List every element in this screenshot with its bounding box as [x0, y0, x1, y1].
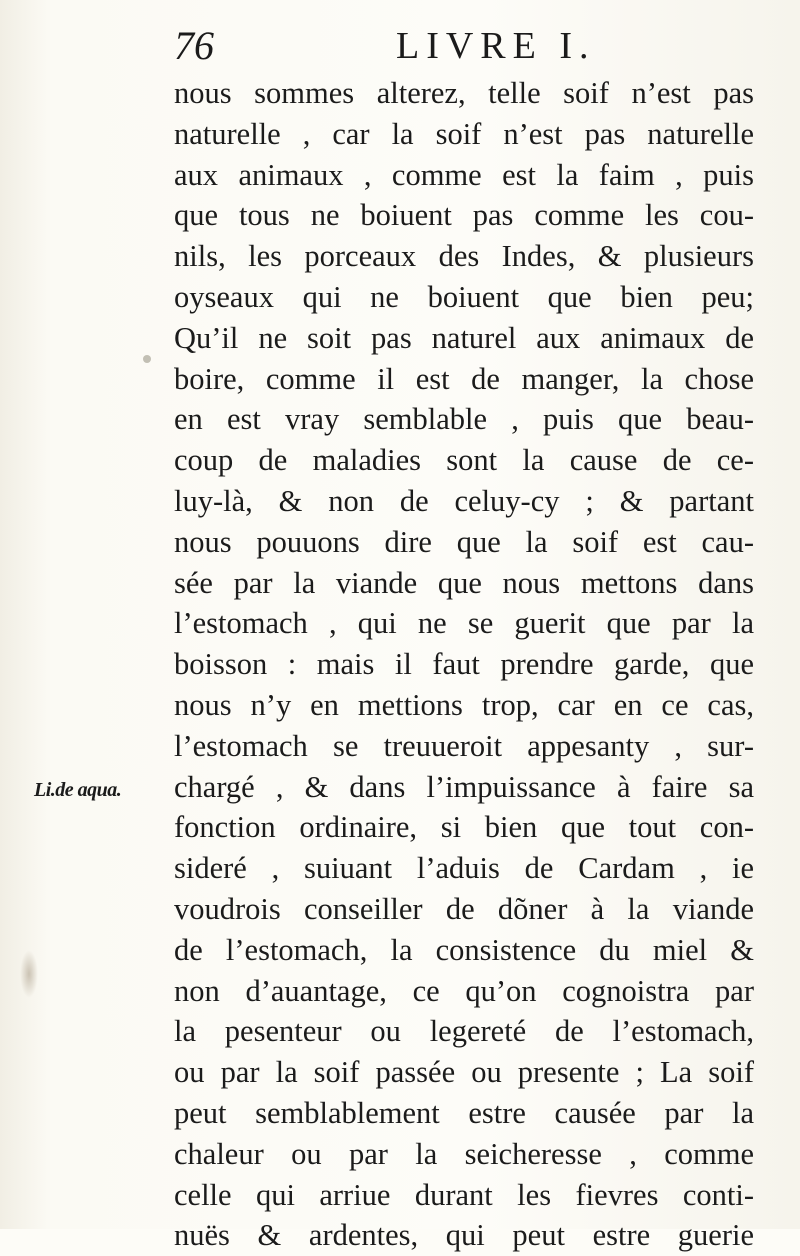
text-line: en est vray semblable , puis que beau-	[174, 402, 754, 437]
ink-smudge	[20, 950, 38, 998]
text-line: non d’auantage, ce qu’on cognoistra par	[174, 973, 754, 1008]
page-number: 76	[174, 23, 214, 68]
text-line: nuës & ardentes, qui peut estre guerie	[174, 1218, 754, 1253]
running-head	[174, 22, 754, 70]
text-line: l’estomach se treuueroit appesanty , sur-	[174, 728, 754, 763]
text-line: peut semblablement estre causée par la	[174, 1095, 754, 1130]
text-line: nous sommes alterez, telle soif n’est pas	[174, 76, 754, 110]
text-line: fonction ordinaire, si bien que tout con-	[174, 810, 754, 845]
text-line: celle qui arriue durant les fievres conti-	[174, 1177, 754, 1212]
book-title: LIVRE I.	[396, 25, 596, 67]
text-line: Qu’il ne soit pas naturel aux animaux de	[174, 320, 754, 355]
text-line: naturelle , car la soif n’est pas naturelle	[174, 116, 754, 151]
text-line: chaleur ou par la seicheresse , comme	[174, 1136, 754, 1171]
text-line: que tous ne boiuent pas comme les cou-	[174, 198, 754, 233]
text-line: la pesenteur ou legereté de l’estomach,	[174, 1014, 754, 1049]
text-line: nils, les porceaux des Indes, & plusieurs	[174, 239, 754, 274]
text-line: l’estomach , qui ne se guerit que par la	[174, 606, 754, 641]
text-line: sideré , suiuant l’aduis de Cardam , ie	[174, 851, 754, 886]
text-line: voudrois conseiller de dõner à la viande	[174, 891, 754, 926]
margin-note: Li.de aqua.	[34, 779, 122, 801]
ink-spot	[143, 355, 151, 363]
text-line: oyseaux qui ne boiuent que bien peu;	[174, 279, 754, 314]
text-line: aux animaux , comme est la faim , puis	[174, 157, 754, 192]
text-line: boisson : mais il faut prendre garde, que	[174, 647, 754, 682]
text-line: de l’estomach, la consistence du miel &	[174, 932, 754, 967]
text-line: ou par la soif passée ou presente ; La soif	[174, 1055, 754, 1090]
text-line: sée par la viande que nous mettons dans	[174, 565, 754, 600]
text-line: coup de maladies sont la cause de ce-	[174, 443, 754, 478]
text-line: boire, comme il est de manger, la chose	[174, 361, 754, 396]
body-text	[174, 73, 754, 1256]
text-line: nous pouuons dire que la soif est cau-	[174, 524, 754, 559]
text-line: chargé , & dans l’impuissance à faire sa	[174, 769, 754, 804]
text-line: nous n’y en mettions trop, car en ce cas,	[174, 687, 754, 722]
text-line: luy-là, & non de celuy-cy ; & partant	[174, 483, 754, 518]
